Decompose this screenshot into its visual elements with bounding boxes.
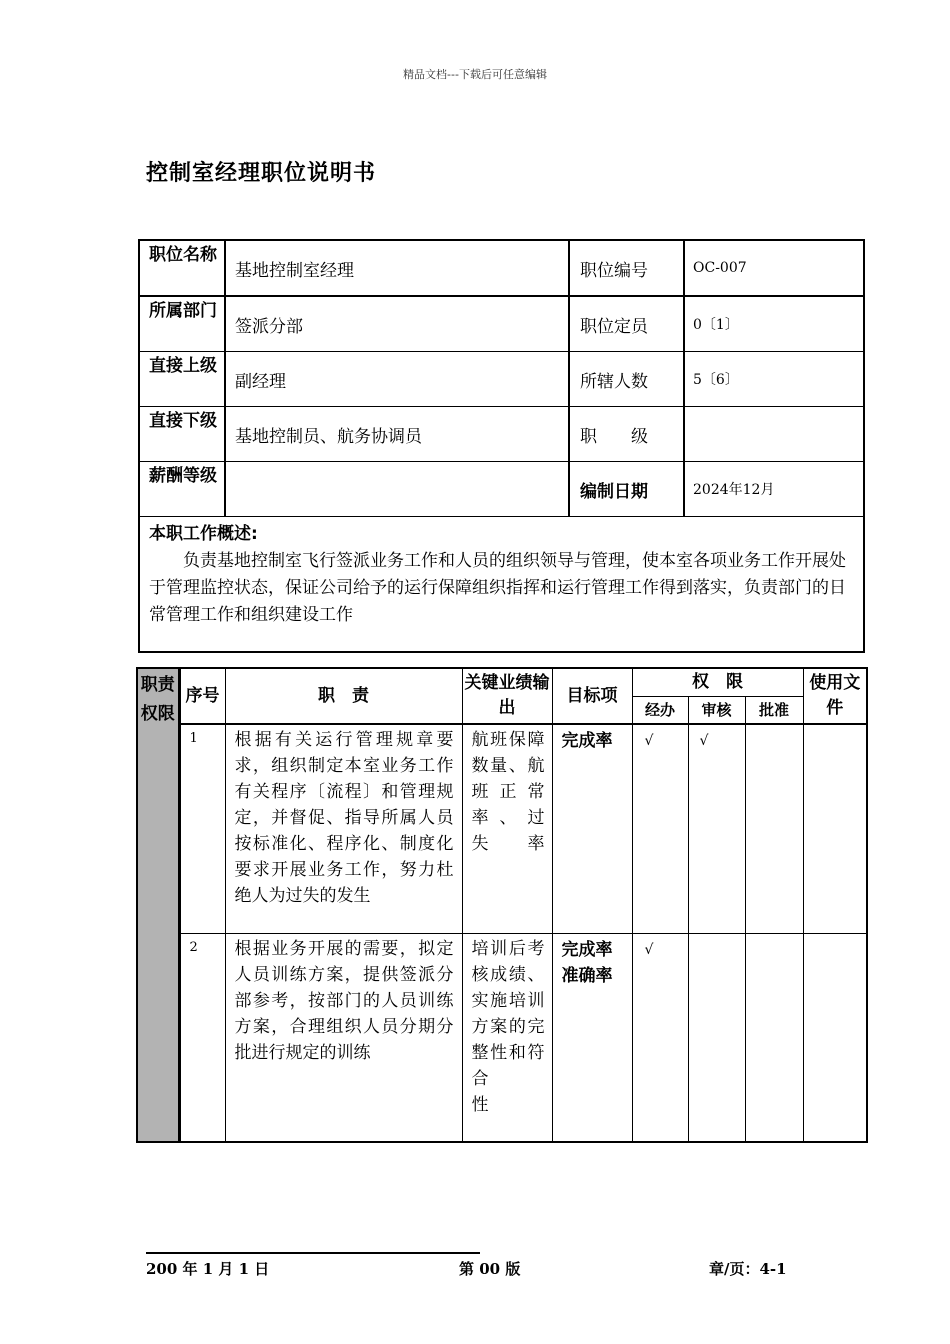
header-authority: 权 限 [632,668,803,697]
row-review-check [688,933,745,1142]
position-info-table [138,239,865,653]
duties-side-label: 职责权限 [137,668,179,1142]
row-seq: 1 [179,724,225,933]
header-note: 精品文档---下载后可任意编辑 [403,68,547,81]
row-output-tail: 性 [471,1094,489,1115]
row-approve-check [745,933,803,1142]
grade-label: 职 级 [569,407,684,462]
row-output-text: 航班保障数量、航班正常率、过 [471,730,545,828]
subordinates-count-value: 5〔6〕 [684,352,864,407]
salary-value [225,462,569,517]
position-code-label: 职位编号 [569,240,684,296]
row-review-check: √ [688,724,745,933]
row-target-2: 准确率 [561,965,613,986]
header-duty: 职 责 [225,668,462,724]
footer-version: 第 00 版 [459,1260,521,1278]
row-output [462,933,552,1142]
headcount-label: 职位定员 [569,296,684,352]
row-handle-check: √ [632,724,688,933]
row-docs [803,933,867,1142]
header-target: 目标项 [552,668,632,724]
info-row-salary [139,462,864,517]
row-docs [803,724,867,933]
date-value: 2024年12月 [684,462,864,517]
department-value: 签派分部 [225,296,569,352]
row-output [462,724,552,933]
summary-text: 负责基地控制室飞行签派业务工作和人员的组织领导与管理，使本室各项业务工作开展处于管理监控状态，保证公司给予的运行保障组织指挥和运行管理工作得到落实，负责部门的日常管理工作和组织建设工作 [149,551,846,625]
info-row-summary [139,517,864,653]
duties-header-row [137,668,867,697]
header-seq: 序号 [179,668,225,724]
footer-page: 章/页：4-1 [709,1260,787,1278]
subordinates-value: 基地控制员、航务协调员 [225,407,569,462]
row-approve-check [745,724,803,933]
info-row-department [139,296,864,352]
position-code-value: OC-007 [684,240,864,296]
row-target-1: 完成率 [561,939,613,960]
row-output-text: 培训后考核成绩、实施培训方案的完整性和符合 [471,938,545,1089]
salary-label: 薪酬等级 [139,462,225,517]
supervisor-value: 副经理 [225,352,569,407]
header-handle: 经办 [632,697,688,725]
header-output: 关键业绩输出 [462,668,552,724]
header-review: 审核 [688,697,745,725]
job-summary [139,517,864,653]
info-row-position [139,240,864,296]
row-duty: 根据有关运行管理规章要求，组织制定本室业务工作有关程序〔流程〕和管理规定，并督促、指导所属人员按标准化、程序化、制度化要求开展业务工作，努力杜绝人为过失的发生 [225,724,462,933]
subordinates-label: 直接下级 [139,407,225,462]
row-target [552,724,632,933]
row-handle-check: √ [632,933,688,1142]
department-label: 所属部门 [139,296,225,352]
header-docs: 使用文件 [803,668,867,724]
summary-title: 本职工作概述: [149,524,258,544]
headcount-value: 0〔1〕 [684,296,864,352]
table-row [137,933,867,1142]
table-row [137,724,867,933]
row-seq: 2 [179,933,225,1142]
info-row-subordinates [139,407,864,462]
position-name-label: 职位名称 [139,240,225,296]
date-label: 编制日期 [569,462,684,517]
header-approve: 批准 [745,697,803,725]
footer-divider [146,1252,480,1254]
row-duty: 根据业务开展的需要，拟定人员训练方案，提供签派分部参考，按部门的人员训练方案，合理组织人员分期分批进行规定的训练 [225,933,462,1142]
row-target [552,933,632,1142]
duties-table [136,667,868,1143]
subordinates-count-label: 所辖人数 [569,352,684,407]
document-title: 控制室经理职位说明书 [146,161,377,186]
position-name-value: 基地控制室经理 [225,240,569,296]
info-row-supervisor [139,352,864,407]
row-target-1: 完成率 [561,731,613,751]
grade-value [684,407,864,462]
row-output-tail: 失率 [471,834,545,854]
supervisor-label: 直接上级 [139,352,225,407]
footer-date: 200 年 1 月 1 日 [146,1260,270,1278]
